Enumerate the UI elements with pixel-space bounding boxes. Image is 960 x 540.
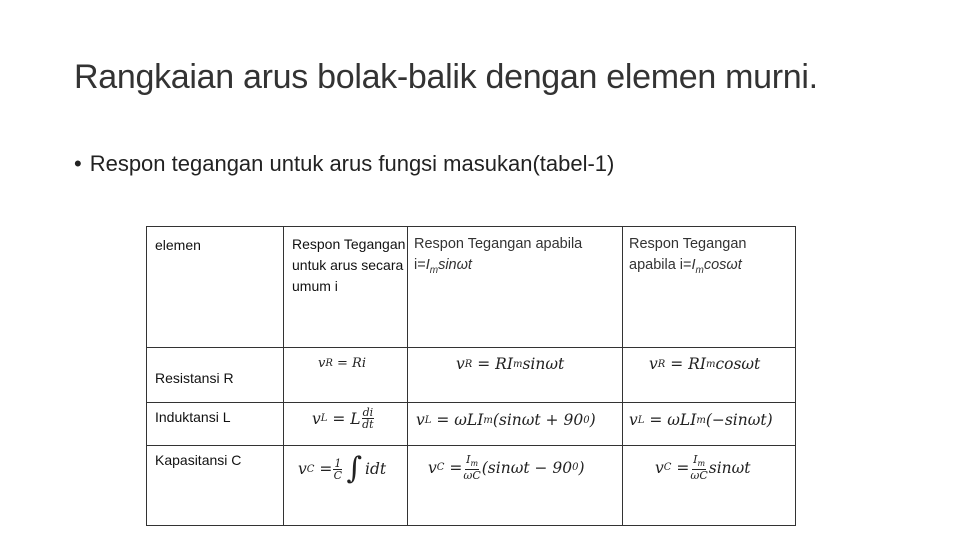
- header-sin-label: [408, 227, 622, 281]
- formula-cell: [284, 446, 408, 526]
- header-cos-label: [623, 227, 795, 281]
- header-element: [147, 227, 284, 348]
- formula-cell: [623, 446, 796, 526]
- formula-l-sin: v L = ωLI m (sinωt + 90 0 ): [416, 411, 596, 429]
- formula-c-cos: v C = $\frac{I_m}{\omega C}$ sinωt: [655, 453, 751, 483]
- header-cos-text: Respon Tegangan apabila i=: [629, 236, 747, 273]
- formula-cell: [623, 403, 796, 446]
- header-element-label: elemen: [155, 237, 201, 253]
- formula-cell: [284, 348, 408, 403]
- header-general-label: Respon Tegangan untuk arus secara umum i: [292, 236, 406, 294]
- slide-title: Rangkaian arus bolak-balik dengan elemen murni.: [74, 58, 818, 96]
- formula-r-general: v R = Ri: [318, 356, 367, 371]
- table-header-row: [147, 227, 796, 348]
- header-general: [284, 227, 408, 348]
- element-label: Induktansi L: [155, 409, 231, 425]
- formula-c-sin: v C = $\frac{I_m}{\omega C}$ (sinωt − 90 0 ): [428, 453, 585, 483]
- table-row: [147, 446, 796, 526]
- formula-cell: [408, 348, 623, 403]
- header-cos-expr: cosωt: [703, 257, 742, 273]
- header-sin-expr: sinωt: [438, 257, 472, 273]
- bullet-point: [74, 151, 614, 177]
- row-resistance-label: [147, 348, 284, 403]
- row-inductance-label: [147, 403, 284, 446]
- bullet-symbol: •: [74, 151, 82, 176]
- header-cos-I: I: [691, 257, 696, 273]
- header-sin-I: I: [425, 257, 430, 273]
- formula-cell: [623, 348, 796, 403]
- element-label: Resistansi R: [155, 370, 234, 386]
- element-label: Kapasitansi C: [155, 452, 242, 468]
- formula-r-cos: v R = RI m cosωt: [649, 355, 761, 373]
- formula-l-cos: v L = ωLI m (−sinωt): [629, 411, 773, 429]
- formula-cell: [284, 403, 408, 446]
- header-sin-text: Respon Tegangan apabila i=: [414, 236, 583, 273]
- header-sin: [408, 227, 623, 348]
- formula-c-general: v C = $\frac{1}{C}$ ∫ idt: [298, 451, 387, 486]
- table-row: [147, 348, 796, 403]
- formula-r-sin: v R = RI m sinωt: [456, 355, 565, 373]
- row-capacitance-label: [147, 446, 284, 526]
- header-sin-sub: m: [429, 264, 439, 276]
- response-table: [146, 226, 796, 526]
- bullet-text: Respon tegangan untuk arus fungsi masukan(tabel-1): [89, 151, 615, 176]
- header-cos: [623, 227, 796, 348]
- formula-cell: [408, 446, 623, 526]
- formula-l-general: v L = L $\frac{di}{dt}$: [312, 406, 374, 431]
- header-cos-sub: m: [695, 264, 704, 276]
- formula-cell: [408, 403, 623, 446]
- table-row: [147, 403, 796, 446]
